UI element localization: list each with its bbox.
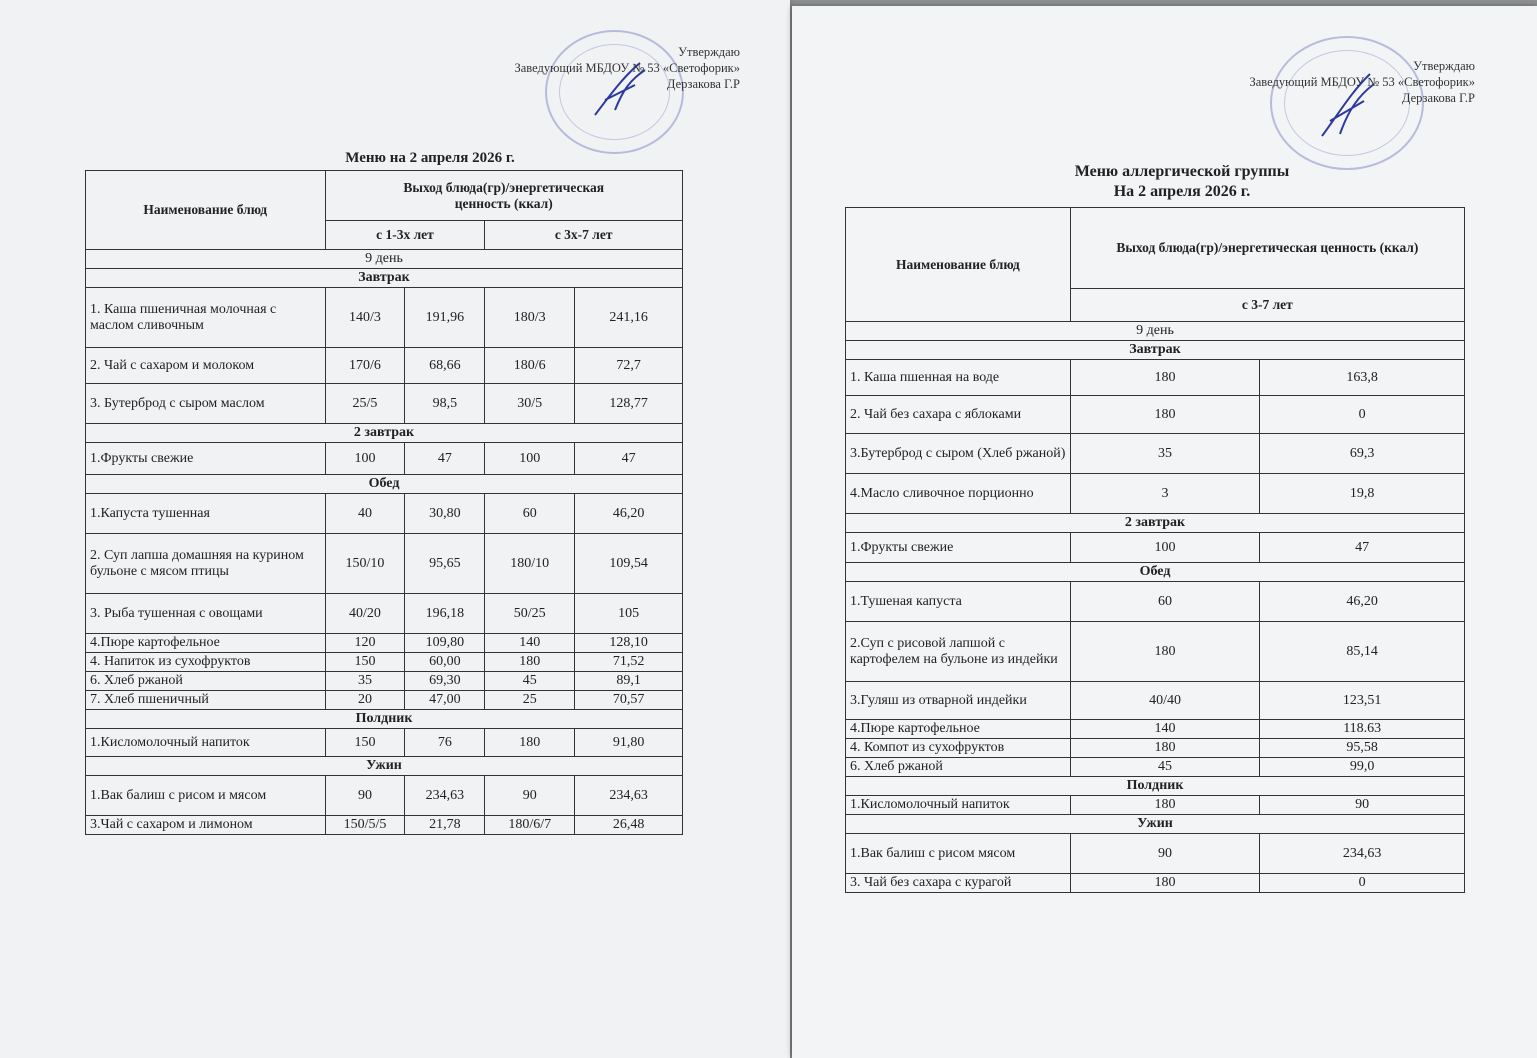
table-row xyxy=(846,682,1465,720)
portion-1-3: 35 xyxy=(325,672,405,691)
portion: 140 xyxy=(1070,720,1260,739)
portion-1-3: 150 xyxy=(325,729,405,757)
portion: 180 xyxy=(1070,622,1260,682)
section-lunch: Обед xyxy=(86,475,683,494)
portion: 180 xyxy=(1070,739,1260,758)
dish-name: 4.Масло сливочное порционно xyxy=(846,474,1071,514)
dish-name: 2. Чай с сахаром и молоком xyxy=(86,348,326,384)
approval-block xyxy=(514,44,740,92)
table-row xyxy=(846,474,1465,514)
portion-1-3: 150/10 xyxy=(325,534,405,594)
dish-name: 1.Фрукты свежие xyxy=(86,443,326,475)
table-row xyxy=(846,434,1465,474)
portion-3-7: 50/25 xyxy=(485,594,575,634)
portion-3-7: 30/5 xyxy=(485,384,575,424)
kcal-3-7: 241,16 xyxy=(575,288,683,348)
kcal-1-3: 30,80 xyxy=(405,494,485,534)
kcal: 46,20 xyxy=(1260,582,1465,622)
portion-1-3: 120 xyxy=(325,634,405,653)
dish-name: 3. Бутерброд с сыром маслом xyxy=(86,384,326,424)
kcal-1-3: 60,00 xyxy=(405,653,485,672)
kcal-3-7: 26,48 xyxy=(575,816,683,835)
section-breakfast: Завтрак xyxy=(86,269,683,288)
kcal: 95,58 xyxy=(1260,739,1465,758)
title-date: На 2 апреля 2026 г. xyxy=(1113,183,1251,200)
dish-name: 3.Чай с сахаром и лимоном xyxy=(86,816,326,835)
table-row xyxy=(846,622,1465,682)
kcal-1-3: 47,00 xyxy=(405,691,485,710)
portion-3-7: 180/6 xyxy=(485,348,575,384)
kcal-1-3: 196,18 xyxy=(405,594,485,634)
kcal-3-7: 70,57 xyxy=(575,691,683,710)
kcal: 0 xyxy=(1260,396,1465,434)
kcal-1-3: 69,30 xyxy=(405,672,485,691)
day-label: 9 день xyxy=(86,250,683,269)
portion-3-7: 100 xyxy=(485,443,575,475)
portion: 40/40 xyxy=(1070,682,1260,720)
kcal-3-7: 105 xyxy=(575,594,683,634)
menu-sheet-allergy xyxy=(792,6,1537,1058)
table-row xyxy=(86,494,683,534)
dish-name: 1.Вак балиш с рисом мясом xyxy=(846,834,1071,874)
dish-name: 1.Капуста тушенная xyxy=(86,494,326,534)
table-row xyxy=(846,360,1465,396)
table-row xyxy=(846,874,1465,893)
portion-3-7: 140 xyxy=(485,634,575,653)
approval-line: Утверждаю xyxy=(1413,59,1475,73)
section-lunch: Обед xyxy=(846,563,1465,582)
kcal: 118.63 xyxy=(1260,720,1465,739)
column-header-output: Выход блюда(гр)/энергетическая ценность (ккал) xyxy=(325,171,682,221)
table-row xyxy=(86,288,683,348)
kcal-3-7: 128,10 xyxy=(575,634,683,653)
dish-name: 3. Рыба тушенная с овощами xyxy=(86,594,326,634)
section-dinner: Ужин xyxy=(86,757,683,776)
kcal: 19,8 xyxy=(1260,474,1465,514)
portion-3-7: 180/6/7 xyxy=(485,816,575,835)
portion: 180 xyxy=(1070,396,1260,434)
portion-1-3: 150/5/5 xyxy=(325,816,405,835)
dish-name: 4.Пюре картофельное xyxy=(86,634,326,653)
approval-line: Утверждаю xyxy=(678,45,740,59)
page-title xyxy=(1012,162,1352,202)
dish-name: 4. Компот из сухофруктов xyxy=(846,739,1071,758)
table-row xyxy=(86,594,683,634)
portion-1-3: 100 xyxy=(325,443,405,475)
table-row xyxy=(86,816,683,835)
portion-1-3: 40 xyxy=(325,494,405,534)
kcal-3-7: 71,52 xyxy=(575,653,683,672)
portion: 180 xyxy=(1070,796,1260,815)
kcal-1-3: 47 xyxy=(405,443,485,475)
dish-name: 2. Суп лапша домашняя на курином бульоне с мясом птицы xyxy=(86,534,326,594)
kcal-3-7: 47 xyxy=(575,443,683,475)
column-header-name: Наименование блюд xyxy=(86,171,326,250)
table-row xyxy=(846,739,1465,758)
table-row xyxy=(86,634,683,653)
table-header-row xyxy=(86,171,683,221)
kcal-1-3: 21,78 xyxy=(405,816,485,835)
dish-name: 1.Вак балиш с рисом и мясом xyxy=(86,776,326,816)
portion-3-7: 90 xyxy=(485,776,575,816)
portion: 90 xyxy=(1070,834,1260,874)
approval-signatory: Дерзакова Г.Р xyxy=(1401,91,1475,105)
section-breakfast: Завтрак xyxy=(846,341,1465,360)
dish-name: 1.Тушеная капуста xyxy=(846,582,1071,622)
column-header-age-1-3: с 1-3х лет xyxy=(325,221,485,250)
portion: 100 xyxy=(1070,533,1260,563)
table-row xyxy=(86,443,683,475)
table-row xyxy=(86,348,683,384)
portion-1-3: 150 xyxy=(325,653,405,672)
table-row xyxy=(846,758,1465,777)
kcal: 0 xyxy=(1260,874,1465,893)
kcal-1-3: 95,65 xyxy=(405,534,485,594)
approval-signatory: Дерзакова Г.Р xyxy=(666,77,740,91)
section-second-breakfast: 2 завтрак xyxy=(86,424,683,443)
portion: 60 xyxy=(1070,582,1260,622)
portion-3-7: 25 xyxy=(485,691,575,710)
kcal: 90 xyxy=(1260,796,1465,815)
dish-name: 1. Каша пшеничная молочная с маслом сливочным xyxy=(86,288,326,348)
day-label: 9 день xyxy=(846,322,1465,341)
table-row xyxy=(86,729,683,757)
dish-name: 1. Каша пшенная на воде xyxy=(846,360,1071,396)
kcal: 234,63 xyxy=(1260,834,1465,874)
kcal: 69,3 xyxy=(1260,434,1465,474)
kcal-3-7: 109,54 xyxy=(575,534,683,594)
table-row xyxy=(846,582,1465,622)
table-row xyxy=(86,776,683,816)
dish-name: 4. Напиток из сухофруктов xyxy=(86,653,326,672)
table-row xyxy=(86,672,683,691)
table-row xyxy=(846,720,1465,739)
kcal-3-7: 91,80 xyxy=(575,729,683,757)
kcal-3-7: 72,7 xyxy=(575,348,683,384)
table-row xyxy=(846,533,1465,563)
dish-name: 7. Хлеб пшеничный xyxy=(86,691,326,710)
portion-3-7: 60 xyxy=(485,494,575,534)
portion-1-3: 140/3 xyxy=(325,288,405,348)
kcal: 163,8 xyxy=(1260,360,1465,396)
title-line: Меню аллергической группы xyxy=(1074,163,1290,180)
kcal: 85,14 xyxy=(1260,622,1465,682)
dish-name: 3. Чай без сахара с курагой xyxy=(846,874,1071,893)
portion-3-7: 180 xyxy=(485,653,575,672)
portion-3-7: 45 xyxy=(485,672,575,691)
table-row xyxy=(86,534,683,594)
portion-1-3: 170/6 xyxy=(325,348,405,384)
table-row xyxy=(86,384,683,424)
dish-name: 1.Фрукты свежие xyxy=(846,533,1071,563)
approval-block xyxy=(1249,58,1475,106)
dish-name: 1.Кисломолочный напиток xyxy=(846,796,1071,815)
table-row xyxy=(86,653,683,672)
allergy-menu-table xyxy=(845,207,1465,893)
table-row xyxy=(86,691,683,710)
column-header-output: Выход блюда(гр)/энергетическая ценность (ккал) xyxy=(1070,208,1464,289)
portion-1-3: 40/20 xyxy=(325,594,405,634)
kcal-1-3: 68,66 xyxy=(405,348,485,384)
portion: 35 xyxy=(1070,434,1260,474)
approval-position: Заведующий МБДОУ № 53 «Светофорик» xyxy=(514,61,740,75)
page-title: Меню на 2 апреля 2026 г. xyxy=(345,150,515,166)
kcal-3-7: 46,20 xyxy=(575,494,683,534)
section-second-breakfast: 2 завтрак xyxy=(846,514,1465,533)
column-header-name: Наименование блюд xyxy=(846,208,1071,322)
dish-name: 3.Гуляш из отварной индейки xyxy=(846,682,1071,720)
dish-name: 6. Хлеб ржаной xyxy=(846,758,1071,777)
dish-name: 2.Суп с рисовой лапшой с картофелем на бульоне из индейки xyxy=(846,622,1071,682)
kcal-1-3: 234,63 xyxy=(405,776,485,816)
table-row xyxy=(846,834,1465,874)
kcal-3-7: 234,63 xyxy=(575,776,683,816)
portion-3-7: 180/10 xyxy=(485,534,575,594)
portion-1-3: 90 xyxy=(325,776,405,816)
kcal-3-7: 128,77 xyxy=(575,384,683,424)
dish-name: 2. Чай без сахара с яблоками xyxy=(846,396,1071,434)
kcal-1-3: 98,5 xyxy=(405,384,485,424)
portion-3-7: 180 xyxy=(485,729,575,757)
portion-1-3: 25/5 xyxy=(325,384,405,424)
kcal-1-3: 76 xyxy=(405,729,485,757)
portion-3-7: 180/3 xyxy=(485,288,575,348)
column-header-age-3-7: с 3х-7 лет xyxy=(485,221,683,250)
section-dinner: Ужин xyxy=(846,815,1465,834)
kcal: 99,0 xyxy=(1260,758,1465,777)
approval-position: Заведующий МБДОУ № 53 «Светофорик» xyxy=(1249,75,1475,89)
portion: 180 xyxy=(1070,360,1260,396)
portion: 3 xyxy=(1070,474,1260,514)
dish-name: 1.Кисломолочный напиток xyxy=(86,729,326,757)
dish-name: 4.Пюре картофельное xyxy=(846,720,1071,739)
portion: 180 xyxy=(1070,874,1260,893)
portion-1-3: 20 xyxy=(325,691,405,710)
menu-table xyxy=(85,170,683,835)
dish-name: 3.Бутерброд с сыром (Хлеб ржаной) xyxy=(846,434,1071,474)
column-header-age-3-7: с 3-7 лет xyxy=(1070,289,1464,322)
portion: 45 xyxy=(1070,758,1260,777)
section-snack: Полдник xyxy=(86,710,683,729)
kcal-1-3: 191,96 xyxy=(405,288,485,348)
table-header-row xyxy=(846,208,1465,289)
kcal: 47 xyxy=(1260,533,1465,563)
dish-name: 6. Хлеб ржаной xyxy=(86,672,326,691)
section-snack: Полдник xyxy=(846,777,1465,796)
kcal-3-7: 89,1 xyxy=(575,672,683,691)
table-row xyxy=(846,796,1465,815)
kcal-1-3: 109,80 xyxy=(405,634,485,653)
table-row xyxy=(846,396,1465,434)
kcal: 123,51 xyxy=(1260,682,1465,720)
